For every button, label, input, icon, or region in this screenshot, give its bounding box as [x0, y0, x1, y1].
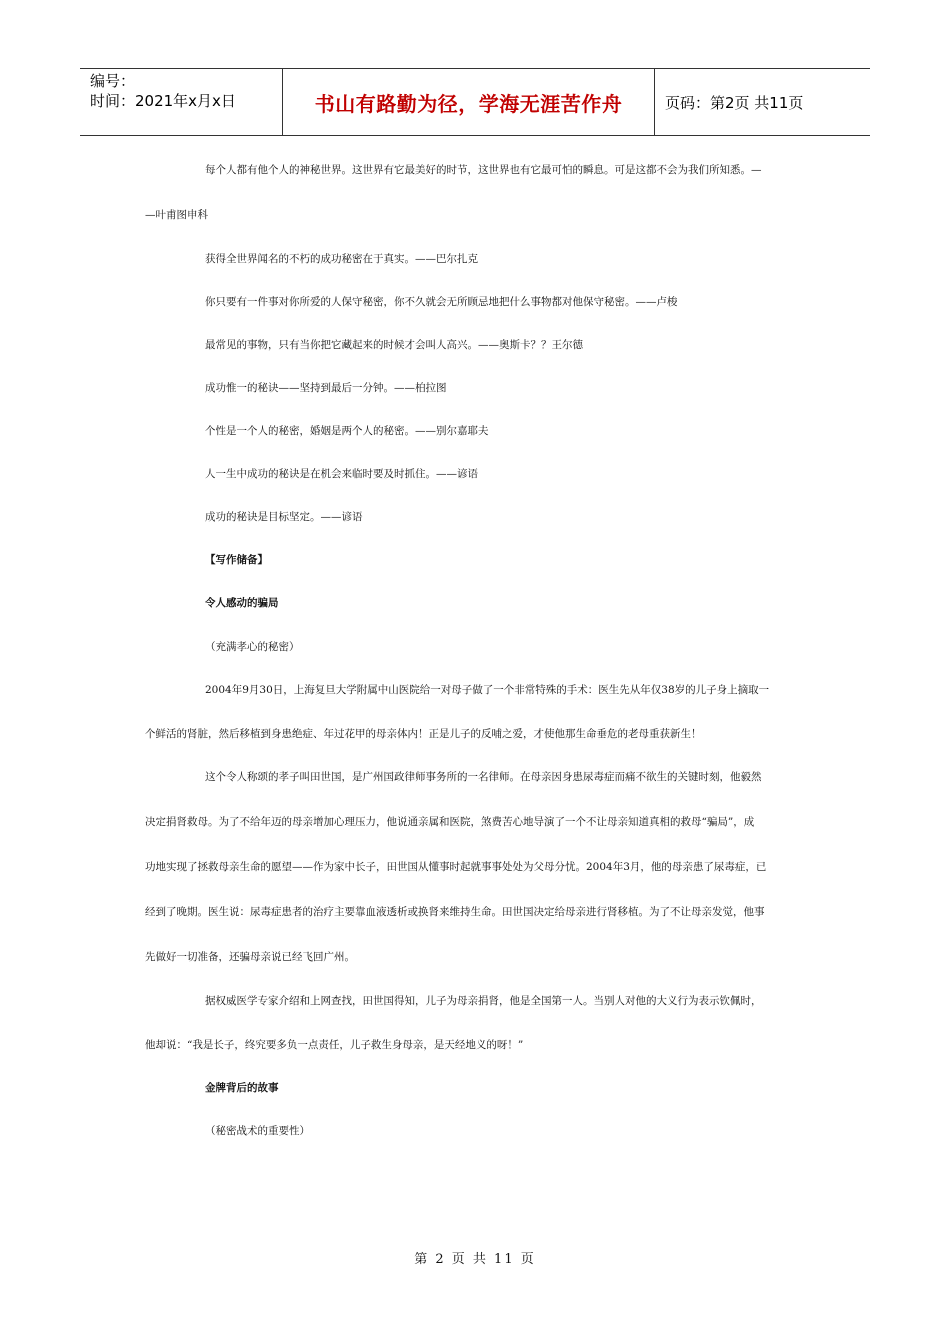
- document-date-label: 时间：2021年x月x日: [90, 92, 236, 110]
- quote-line: 个性是一个人的秘密，婚姻是两个人的秘密。——别尔嘉耶夫: [205, 425, 489, 437]
- quote-line: 成功惟一的秘诀——坚持到最后一分钟。——柏拉图: [205, 382, 447, 394]
- quote-line: 最常见的事物，只有当你把它藏起来的时候才会叫人高兴。——奥斯卡？？王尔德: [205, 339, 583, 351]
- story-paragraph-line: 这个令人称颂的孝子叫田世国，是广州国政律师事务所的一名律师。在母亲因身患尿毒症而痛不欲生的关键时刻，他毅然: [205, 771, 762, 783]
- quote-line: 人一生中成功的秘诀是在机会来临时要及时抓住。——谚语: [205, 468, 478, 480]
- document-number-label: 编号：: [90, 72, 136, 90]
- header-motto-cell: [282, 69, 655, 135]
- header-meta: [80, 69, 282, 135]
- header-motto: 书山有路勤为径，学海无涯苦作舟: [314, 91, 623, 116]
- quote-line: 获得全世界闻名的不朽的成功秘密在于真实。——巴尔扎克: [205, 253, 478, 265]
- story-subtitle: （秘密战术的重要性）: [205, 1125, 310, 1137]
- story-paragraph-line: 经到了晚期。医生说：尿毒症患者的治疗主要靠血液透析或换肾来维持生命。田世国决定给母亲进行肾移植。为了不让母亲发觉，他事: [145, 906, 765, 918]
- quote-line: 每个人都有他个人的神秘世界。这世界有它最美好的时节，这世界也有它最可怕的瞬息。可是这都不会为我们所知悉。—: [205, 164, 762, 176]
- story-paragraph-line: 据权威医学专家介绍和上网查找，田世国得知，儿子为母亲捐肾，他是全国第一人。当别人对他的大义行为表示钦佩时，: [205, 995, 762, 1007]
- page-footer: 第 2 页 共 11 页: [414, 1252, 536, 1267]
- story-paragraph-line: 2004年9月30日，上海复旦大学附属中山医院给一对母子做了一个非常特殊的手术：医生先从年仅38岁的儿子身上摘取一: [205, 684, 770, 696]
- section-heading: 【写作储备】: [205, 554, 268, 566]
- story-title: 金牌背后的故事: [205, 1082, 279, 1094]
- story-paragraph-line: 功地实现了拯救母亲生命的愿望——作为家中长子，田世国从懂事时起就事事处处为父母分忧。2004年3月，他的母亲患了尿毒症，已: [145, 861, 767, 873]
- quote-line: —叶甫图申科: [145, 209, 208, 221]
- header-page-number: 页码：第2页 共11页: [665, 93, 804, 112]
- header-page-cell: [655, 69, 870, 135]
- quote-line: 成功的秘诀是目标坚定。——谚语: [205, 511, 363, 523]
- story-paragraph-line: 个鲜活的肾脏，然后移植到身患绝症、年过花甲的母亲体内！正是儿子的反哺之爱，才使他那生命垂危的老母重获新生！: [145, 728, 702, 740]
- story-paragraph-line: 决定捐肾救母。为了不给年迈的母亲增加心理压力，他说通亲属和医院，煞费苦心地导演了一个不让母亲知道真相的救母“骗局”，成: [145, 816, 755, 828]
- quote-line: 你只要有一件事对你所爱的人保守秘密，你不久就会无所顾忌地把什么事物都对他保守秘密。——卢梭: [205, 296, 678, 308]
- story-title: 令人感动的骗局: [205, 597, 279, 609]
- story-paragraph-line: 他却说：“我是长子，终究要多负一点责任，儿子救生身母亲，是天经地义的呀！”: [145, 1039, 524, 1051]
- story-subtitle: （充满孝心的秘密）: [205, 641, 300, 653]
- story-paragraph-line: 先做好一切准备，还骗母亲说已经飞回广州。: [145, 951, 355, 963]
- page-header: [80, 68, 870, 136]
